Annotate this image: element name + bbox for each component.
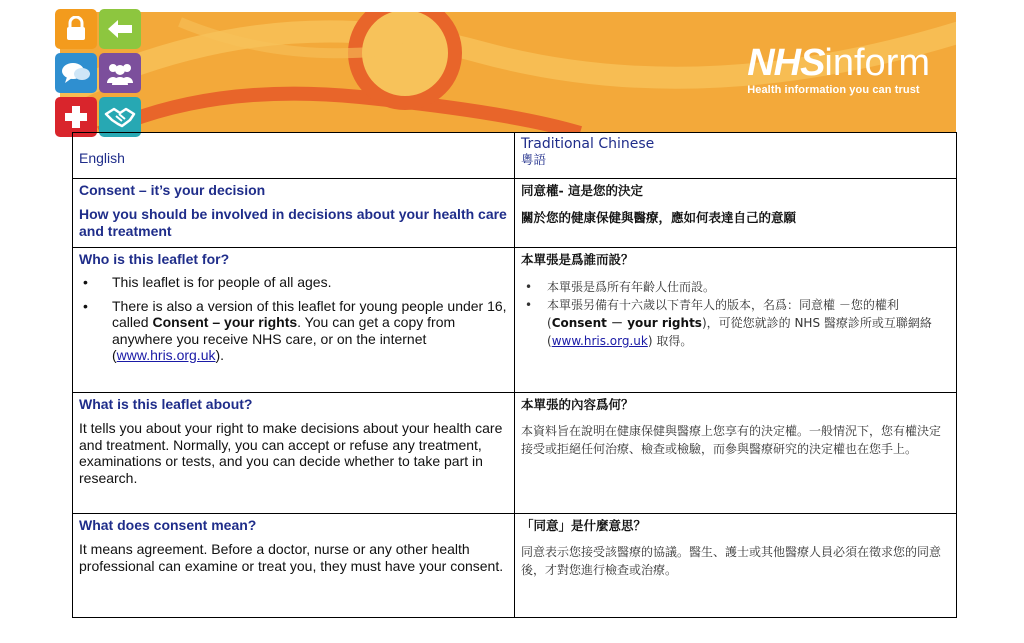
english-cell (73, 248, 515, 393)
bullet-list (79, 274, 508, 364)
brand-tagline: Health information you can trust (747, 84, 920, 96)
brand-inform: inform (824, 42, 930, 84)
chat-icon (55, 53, 97, 93)
list-item-text: 本單張另備有十六歲以下青年人的版本，名爲：同意權 －您的權利 ( (547, 298, 899, 330)
brand-nhs: NHS (747, 42, 825, 84)
leaflet-name-bold: Consent – your rights (152, 314, 298, 330)
hris-website-link-zh[interactable]: www.hris.org.uk (551, 334, 648, 348)
list-item-text: There is also a version of this leaflet for young people under 16, called (112, 297, 507, 330)
list-item: • 本單張是爲所有年齡人仕而設。 (521, 278, 950, 296)
list-item (521, 296, 950, 350)
table-row (73, 393, 957, 514)
table-row (73, 514, 957, 618)
section-title: What does consent mean? (79, 517, 257, 533)
english-cell (73, 393, 515, 514)
chinese-cell (515, 514, 957, 618)
list-item-text: )，可從您就診的 NHS 醫療診所或互聯網絡 ( (547, 316, 932, 348)
list-item-text: ) 取得。 (647, 334, 693, 348)
table-row (73, 248, 957, 393)
section-title: Who is this leaflet for? (79, 251, 230, 267)
language-label-english: English (79, 150, 125, 166)
section-title-zh: 本單張是爲誰而設？ (521, 252, 634, 267)
list-item: • This leaflet is for people of all ages. (79, 274, 508, 291)
english-cell (73, 514, 515, 618)
section-title: Consent – it’s your decision (79, 182, 266, 198)
medical-cross-icon (55, 97, 97, 137)
header-banner (60, 12, 956, 133)
language-label-chinese: Traditional Chinese (521, 136, 655, 152)
section-body-zh: 同意表示您接受該醫療的協議。醫生、護士或其他醫療人員必須在徵求您的同意後，才對您進行檢查或治療。 (521, 545, 942, 577)
section-subtitle-zh: 關於您的健康保健與醫療，應如何表達自己的意願 (521, 210, 797, 225)
handshake-icon (99, 97, 141, 137)
english-header-cell (73, 133, 515, 179)
bilingual-table (72, 132, 957, 618)
group-icon (99, 53, 141, 93)
bullet-list-zh (521, 278, 950, 350)
section-title: What is this leaflet about? (79, 396, 253, 412)
section-body-zh: 本資料旨在說明在健康保健與醫療上您享有的決定權。一般情況下，您有權決定接受或拒絕任何治療、檢查或檢驗，而參與醫療研究的決定權也在您手上。 (521, 424, 942, 456)
list-item-text: ). (215, 347, 225, 363)
section-title-zh: 本單張的內容爲何？ (521, 397, 634, 412)
english-cell (73, 179, 515, 248)
lock-icon (55, 9, 97, 49)
table-row (73, 179, 957, 248)
nhs-inform-logo (747, 44, 930, 96)
chinese-cell (515, 393, 957, 514)
hris-website-link[interactable]: www.hris.org.uk (116, 347, 216, 363)
chinese-cell (515, 248, 957, 393)
section-title-zh: 同意權- 這是您的決定 (521, 183, 644, 198)
list-item-text: . You can get a copy from anywhere you receive NHS care, or on the internet ( (112, 314, 456, 363)
language-label-cantonese: 粵語 (521, 152, 547, 167)
chinese-header-cell (515, 133, 957, 179)
section-subtitle: How you should be involved in decisions about your health care and treatment (79, 206, 507, 239)
table-row (73, 133, 957, 179)
section-body: It means agreement. Before a doctor, nurse or any other health professional can examine or treat you, they must have your consent. (79, 541, 504, 574)
section-title-zh: 「同意」是什麼意思？ (521, 518, 647, 533)
chinese-cell (515, 179, 957, 248)
section-body: It tells you about your right to make decisions about your health care and treatment. Normally, you can accept or refuse any treatment, examinations or tests, and you can decide whether to take part in research. (79, 420, 503, 486)
back-arrow-icon (99, 9, 141, 49)
list-item (79, 298, 508, 364)
leaflet-name-bold: Consent － your rights (551, 316, 702, 330)
